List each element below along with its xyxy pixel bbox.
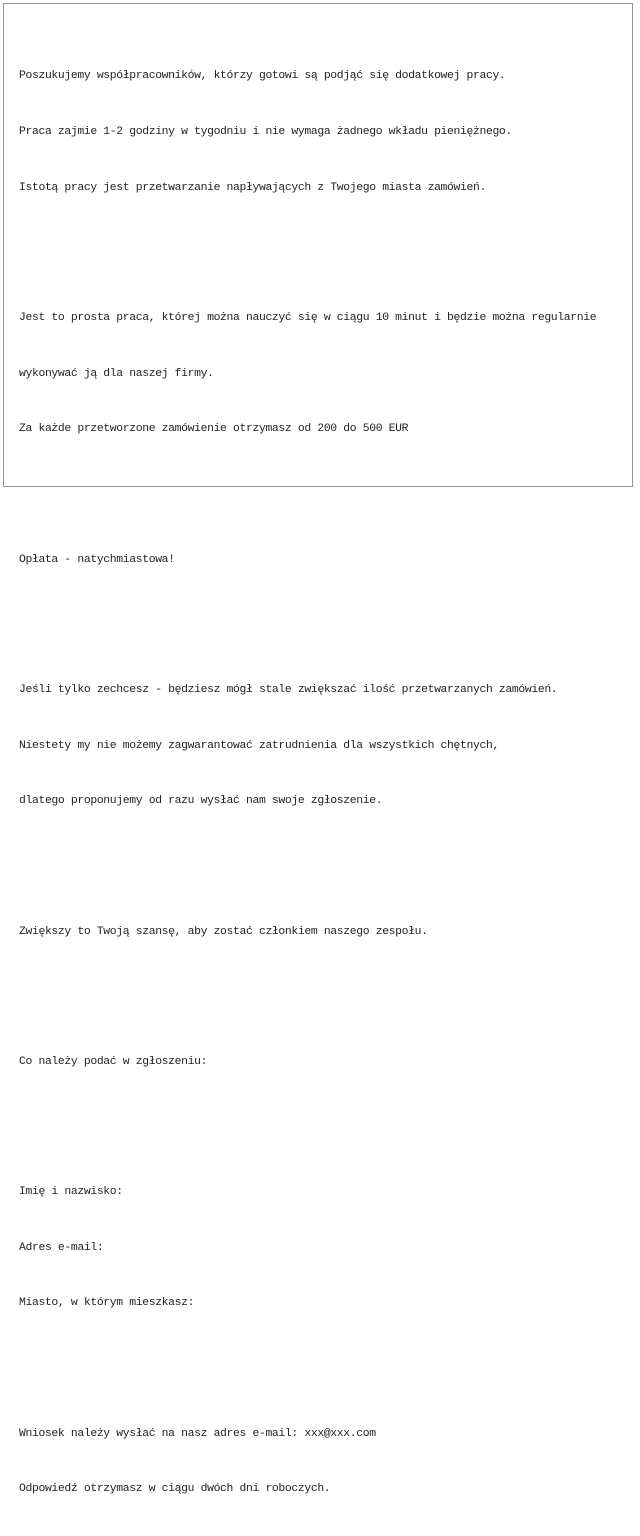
text-line: Zwiększy to Twoją szansę, aby zostać członkiem naszego zespołu.	[19, 925, 428, 938]
text-line: Niestety my nie możemy zagwarantować zatrudnienia dla wszystkich chętnych,	[19, 739, 499, 752]
text-line: Za każde przetworzone zamówienie otrzymasz od 200 do 500 EUR	[19, 423, 409, 436]
blank-line	[19, 1108, 596, 1127]
message-frame	[3, 3, 633, 1496]
form-field-label-email: Adres e-mail:	[19, 1241, 104, 1254]
text-line: dlatego proponujemy od razu wysłać nam swoje zgłoszenie.	[19, 795, 383, 808]
blank-line	[19, 606, 596, 625]
blank-line	[19, 476, 596, 495]
text-line: Co należy podać w zgłoszeniu:	[19, 1055, 208, 1068]
text-line: Istotą pracy jest przetwarzanie napływających z Twojego miasta zamówień.	[19, 181, 486, 194]
text-line: Jeśli tylko zechcesz - będziesz mógł stale zwiększać ilość przetwarzanych zamówień.	[19, 683, 558, 696]
text-line: Wniosek należy wysłać na nasz adres e-mail: xxx@xxx.com	[19, 1427, 376, 1440]
blank-line	[19, 235, 596, 254]
text-line: Poszukujemy współpracowników, którzy gotowi są podjąć się dodatkowej pracy.	[19, 70, 506, 83]
form-field-label-name: Imię i nazwisko:	[19, 1185, 123, 1198]
text-line: Praca zajmie 1-2 godziny w tygodniu i nie wymaga żadnego wkładu pieniężnego.	[19, 125, 512, 138]
blank-line	[19, 1350, 596, 1369]
text-line: Odpowiedź otrzymasz w ciągu dwóch dni roboczych.	[19, 1483, 331, 1496]
blank-line	[19, 848, 596, 867]
text-line: Jest to prosta praca, której można nauczyć się w ciągu 10 minut i będzie można regularnie	[19, 311, 597, 324]
form-field-label-city: Miasto, w którym mieszkasz:	[19, 1297, 195, 1310]
text-line: wykonywać ją dla naszej firmy.	[19, 367, 214, 380]
message-body	[19, 30, 596, 1536]
blank-line	[19, 978, 596, 997]
text-line: Opłata - natychmiastowa!	[19, 553, 175, 566]
